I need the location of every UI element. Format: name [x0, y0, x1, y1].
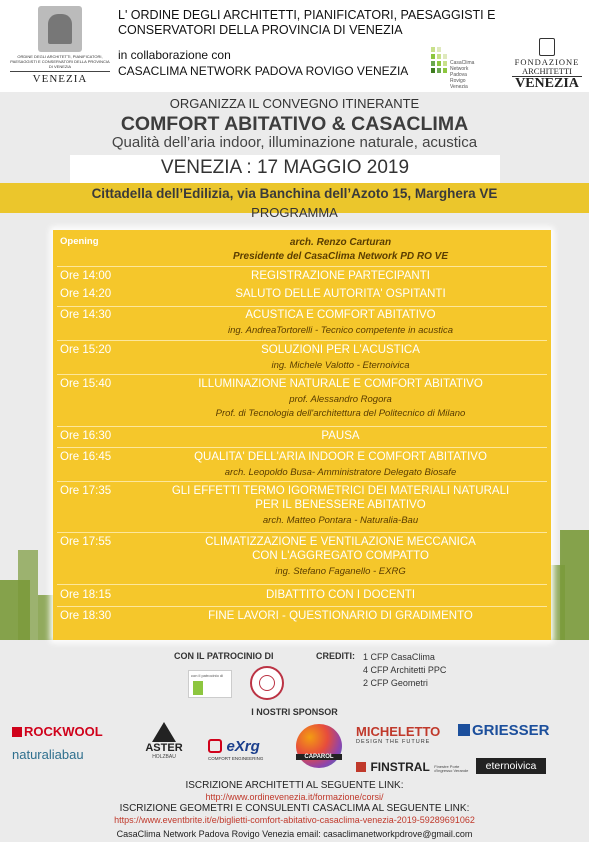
program-time: Ore 17:55: [60, 536, 112, 548]
program-speaker: ing. AndreaTortorelli - Tecnico competente in acustica: [228, 325, 453, 336]
program-speaker: arch. Renzo Carturan: [289, 237, 392, 248]
program-time: Ore 18:15: [60, 589, 112, 601]
sponsor-exrg: [208, 738, 284, 761]
griesser-mark-icon: [458, 724, 470, 736]
programma-heading: PROGRAMMA: [251, 205, 338, 220]
patrocinio-logo-casaclima: [188, 670, 232, 698]
separator: [57, 426, 547, 427]
architects-registration-link[interactable]: http://www.ordinevenezia.it/formazione/corsi/: [205, 792, 384, 802]
program-title: SOLUZIONI PER L'ACUSTICA: [261, 344, 420, 356]
program-title: ACUSTICA E COMFORT ABITATIVO: [245, 309, 436, 321]
program-speaker: arch. Leopoldo Busa- Amministratore Delegato Biosafe: [224, 467, 457, 478]
crediti-list: [363, 651, 446, 690]
sponsor-exrg-sub: COMFORT ENGINEERING: [208, 756, 264, 761]
fondazione-line3: VENEZIA: [512, 76, 582, 91]
event-date: VENEZIA : 17 MAGGIO 2019: [160, 157, 410, 178]
program-title: CLIMATIZZAZIONE E VENTILAZIONE MECCANICA: [205, 536, 476, 548]
ordine-logo-city: VENEZIA: [10, 71, 110, 85]
casaclima-logo-text2: Network: [450, 66, 469, 72]
finstral-mark-icon: [356, 762, 366, 772]
fondazione-line1: FONDAZIONE: [514, 57, 580, 67]
separator: [57, 266, 547, 267]
sponsor-rockwool-label: ROCKWOOL: [24, 724, 103, 739]
patrocinio-logo-text: con il patrocinio di: [191, 673, 224, 678]
program-speaker-role: Prof. di Tecnologia dell'architettura del Politecnico di Milano: [215, 408, 466, 419]
fondazione-symbol-icon: [539, 38, 555, 56]
credit-item: 2 CFP Geometri: [363, 678, 428, 688]
sponsor-griesser: [458, 722, 550, 739]
patrocinio-label: CON IL PATROCINIO DI: [174, 651, 274, 661]
program-time: Ore 15:40: [60, 378, 112, 390]
sponsor-griesser-label: GRIESSER: [472, 722, 550, 739]
exrg-mark-icon: [208, 739, 222, 753]
sponsor-aster: [136, 722, 192, 760]
event-subtitle: Qualità dell’aria indoor, illuminazione naturale, acustica: [111, 134, 478, 151]
header-title-line2: CONSERVATORI DELLA PROVINCIA DI VENEZIA: [118, 23, 403, 37]
sponsor-finstral: [356, 758, 472, 776]
network-name: CASACLIMA NETWORK PADOVA ROVIGO VENEZIA: [118, 64, 409, 78]
program-time: Ore 14:00: [60, 270, 112, 282]
architects-registration-label: ISCRIZIONE ARCHITETTI AL SEGUENTE LINK:: [185, 780, 404, 791]
separator: [57, 374, 547, 375]
sponsor-heading: I NOSTRI SPONSOR: [251, 707, 338, 717]
program-title: FINE LAVORI - QUESTIONARIO DI GRADIMENTO: [208, 610, 473, 622]
separator: [57, 447, 547, 448]
fondazione-line2: ARCHITETTI: [521, 66, 573, 76]
casaclima-logo-text3: Padova Rovigo Venezia: [450, 72, 468, 90]
program-time: Ore 17:35: [60, 485, 112, 497]
program-title: ILLUMINAZIONE NATURALE E COMFORT ABITATIVO: [198, 378, 483, 390]
sponsor-finstral-label: FINSTRAL: [370, 760, 430, 774]
building-shape: [560, 530, 589, 640]
program-time: Ore 14:20: [60, 288, 112, 300]
program-title-line2: PER IL BENESSERE ABITATIVO: [255, 499, 426, 511]
program-title: DIBATTITO CON I DOCENTI: [265, 589, 416, 601]
event-title: COMFORT ABITATIVO & CASACLIMA: [120, 113, 469, 135]
header: [0, 0, 589, 92]
casaclima-logo-text: [450, 60, 478, 90]
header-title-line1: L' ORDINE DEGLI ARCHITETTI, PIANIFICATORI, PAESAGGISTI E: [118, 8, 496, 22]
program-box: [53, 230, 551, 640]
surveyors-registration-link[interactable]: https://www.eventbrite.it/e/biglietti-comfort-abitativo-casaclima-venezia-2019-59289691062: [114, 815, 475, 825]
program-speaker-role: Presidente del CasaClima Network PD RO VE: [232, 251, 449, 262]
program-title: REGISTRAZIONE PARTECIPANTI: [251, 270, 430, 282]
program-speaker: ing. Michele Valotto - Eternoivica: [271, 360, 410, 371]
event-place: Cittadella dell’Edilizia, via Banchina dell’Azoto 15, Marghera VE: [91, 186, 498, 201]
sponsor-eternoivica: eternoivica: [476, 758, 546, 774]
program-time: Ore 16:30: [60, 430, 112, 442]
sponsor-micheletto-label: MICHELETTO: [356, 724, 441, 739]
casaclima-grid-icon: [430, 46, 448, 74]
program-speaker: prof. Alessandro Rogora: [289, 394, 392, 405]
casaclima-mini-icon: [193, 681, 203, 695]
patrocinio-seal: [250, 666, 284, 700]
program-time: Ore 14:30: [60, 309, 112, 321]
organizza-pre: ORGANIZZA IL: [169, 96, 263, 111]
collaboration-label: in collaborazione con: [118, 48, 231, 62]
program-time: Opening: [60, 236, 99, 247]
separator: [57, 340, 547, 341]
aster-triangle-icon: [152, 722, 176, 742]
building-shape: [38, 595, 54, 640]
sponsor-micheletto: [356, 724, 440, 745]
credit-item: 4 CFP Architetti PPC: [363, 665, 447, 675]
footer-contact: CasaClima Network Padova Rovigo Venezia email: casaclimanetworkpdrove@gmail.com: [116, 829, 473, 839]
sponsor-exrg-label: eXrg: [226, 738, 260, 755]
sponsor-micheletto-sub: DESIGN THE FUTURE: [356, 739, 431, 745]
header-title: [118, 8, 498, 38]
surveyors-registration-label: ISCRIZIONE GEOMETRI E CONSULENTI CASACLIMA AL SEGUENTE LINK:: [119, 803, 470, 814]
crest-icon: [38, 6, 82, 52]
program-time: Ore 18:30: [60, 610, 112, 622]
sponsor-aster-sub: HOLZBAU: [152, 754, 176, 760]
sponsor-rockwool: [12, 724, 103, 739]
program-speaker: arch. Matteo Pontara - Naturalia-Bau: [262, 515, 419, 526]
credit-item: 1 CFP CasaClima: [363, 652, 435, 662]
casaclima-logo: [430, 46, 478, 90]
casaclima-logo-text1: CasaClima: [450, 60, 475, 66]
rockwool-mark-icon: [12, 727, 22, 737]
fondazione-logo: [512, 38, 582, 91]
program-title: QUALITA' DELL'ARIA INDOOR E COMFORT ABITATIVO: [194, 451, 487, 463]
building-shape: [18, 550, 38, 640]
program-time: Ore 16:45: [60, 451, 112, 463]
separator: [57, 481, 547, 482]
separator: [57, 584, 547, 585]
separator: [57, 306, 547, 307]
program-title: PAUSA: [321, 430, 360, 442]
separator: [57, 532, 547, 533]
sponsor-finstral-sub: Finestre Porte d'ingresso Verande: [434, 763, 469, 773]
program-time: Ore 15:20: [60, 344, 112, 356]
sponsor-aster-label: ASTER: [145, 742, 183, 754]
ordine-logo: [10, 6, 110, 85]
program-title: SALUTO DELLE AUTORITA' OSPITANTI: [235, 288, 446, 300]
sponsor-caparol-label: CAPAROL: [296, 754, 342, 760]
seal-icon: [259, 675, 275, 691]
date-bar: [70, 155, 500, 183]
program-title: GLI EFFETTI TERMO IGORMETRICI DEI MATERIALI NATURALI: [171, 485, 510, 497]
program-speaker: ing. Stefano Faganello - EXRG: [275, 566, 406, 577]
ordine-logo-subtitle: ORDINE DEGLI ARCHITETTI, PIANIFICATORI, PAESAGGISTI E CONSERVATORI DELLA PROVINCIA DI VENEZIA: [10, 54, 110, 69]
organizza-post: CONVEGNO ITINERANTE: [262, 96, 420, 111]
sponsor-caparol: [296, 724, 342, 768]
program-title-line2: CON L'AGGREGATO COMPATTO: [252, 550, 429, 562]
sponsor-naturalia: naturaliabau: [12, 747, 84, 762]
crediti-label: CREDITI:: [316, 651, 355, 661]
organizza-line: [0, 96, 589, 111]
separator: [57, 606, 547, 607]
